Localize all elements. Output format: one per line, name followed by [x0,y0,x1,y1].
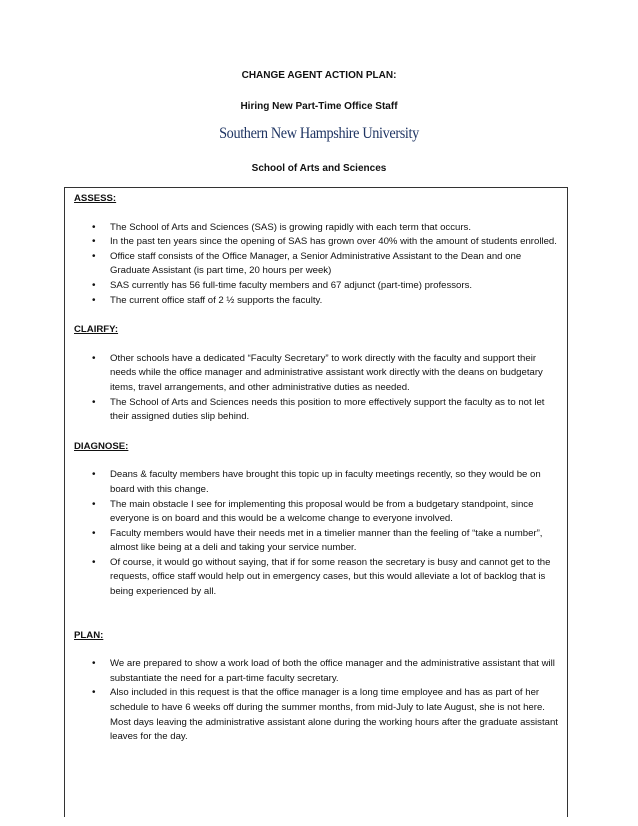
bullet-icon: • [92,527,96,539]
diagnose-list [74,468,559,599]
clairfy-list [74,352,559,425]
diagnose-heading: DIAGNOSE: [74,440,129,452]
bullet-icon: • [92,279,96,291]
bullet-icon: • [92,236,96,248]
bullet-icon: • [92,294,96,306]
list-item: • SAS currently has 56 full-time faculty members and 67 adjunct (part-time) professors. [74,279,559,294]
list-item: • The School of Arts and Sciences needs this position to more effectively support the faculty as to not let their assigned duties slip behind. [92,396,545,423]
bullet-icon: • [92,687,96,699]
bullet-icon: • [92,556,96,568]
assess-list [74,221,559,309]
bullet-icon: • [92,221,96,233]
school-name: School of Arts and Sciences [251,163,387,174]
list-item: • Office staff consists of the Office Manager, a Senior Administrative Assistant to the Dean and one Graduate Assistant (is part time, 20 hours per week) [92,250,522,277]
list-item: • Other schools have a dedicated “Faculty Secretary” to work directly with the faculty and support their needs while the office manager and administrative assistant work directly with the deans on budgetary items, travel arrangements, and other administrative duties as needed. [92,352,543,393]
action-plan-box [64,187,568,817]
plan-list [74,657,559,745]
snhu-logo: Southern New Hampshire University [219,125,419,142]
list-item: • Also included in this request is that the office manager is a long time employee and has as part of her schedule to have 6 weeks off during the summer months, from mid-July to late August, she is not here. Most days leaving the administrative assistant alone during the working hours after the graduate assistant leaves for the day. [92,687,558,743]
assess-heading: ASSESS: [74,193,117,204]
bullet-icon: • [92,352,96,364]
document-subtitle: Hiring New Part-Time Office Staff [240,101,398,112]
bullet-icon: • [92,250,96,262]
list-item: • Of course, it would go without saying, that if for some reason the secretary is busy and cannot get to the requests, office staff would help out in emergency cases, but this would alleviate a lot of backlog that is being experienced by all. [92,556,551,598]
list-item: • The School of Arts and Sciences (SAS) is growing rapidly with each term that occurs. [74,221,559,236]
bullet-icon: • [92,469,96,481]
list-item: • In the past ten years since the opening of SAS has grown over 40% with the amount of students enrolled. [74,235,559,250]
bullet-icon: • [92,498,96,510]
list-item: • We are prepared to show a work load of both the office manager and the administrative assistant that will substantiate the need for a part-time faculty secretary. [92,658,555,684]
clairfy-heading: CLAIRFY: [74,324,119,336]
list-item: • Faculty members would have their needs met in a timelier manner than the feeling of “take a number”, almost like being at a deli and taking your service number. [92,527,543,554]
document-title: CHANGE AGENT ACTION PLAN: [241,70,397,81]
list-item: • The main obstacle I see for implementing this proposal would be from a budgetary standpoint, since everyone is on board and this would be a welcome change to everyone involved. [92,498,534,525]
bullet-icon: • [92,396,96,408]
list-item: • Deans & faculty members have brought this topic up in faculty meetings recently, so they would be on board with this change. [92,469,541,495]
bullet-icon: • [92,658,96,670]
plan-heading: PLAN: [74,629,104,641]
list-item: • The current office staff of 2 ½ supports the faculty. [74,294,559,309]
